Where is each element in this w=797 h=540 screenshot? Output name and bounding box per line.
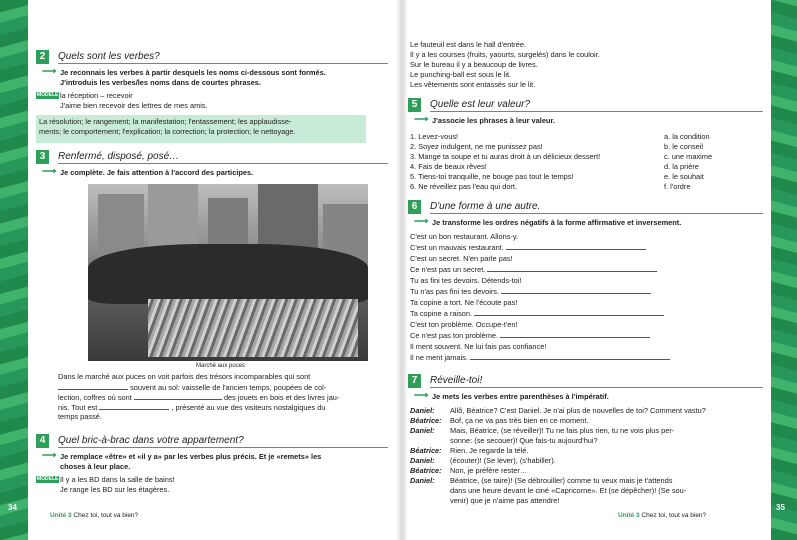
exercise-number: 2 <box>36 50 49 64</box>
exercise-4-header <box>36 434 388 449</box>
exercise-title: Quel bric-à-brac dans votre appartement? <box>58 435 244 446</box>
model-text: Il y a les BD dans la salle de bains! <box>60 475 175 484</box>
dialog-line: Béatrice: Rien. Je regarde la télé. <box>410 446 529 455</box>
text-line: Le punching-ball est sous le lit. <box>410 70 512 79</box>
flea-market-photo <box>88 184 368 361</box>
list-item: 2. Soyez indulgent, ne me punissez pas! <box>410 142 543 151</box>
exercise-number: 6 <box>408 200 421 214</box>
dialog-line: dans une heure devant le ciné «Capricorne». Et (se dépêcher)! (Se sou- <box>450 486 687 495</box>
text-line: Il y a les courses (fruits, yaourts, surgelés) dans le couloir. <box>410 50 600 59</box>
left-page-decorative-edge <box>0 0 28 540</box>
sentence-line: C'est ton problème. Occupe-t'en! <box>410 320 518 329</box>
value-item: e. le souhait <box>664 172 704 181</box>
left-page <box>36 0 388 540</box>
footer-unit: Unité 3 <box>50 512 72 519</box>
page-footer <box>50 512 138 519</box>
word-list-line: La résolution; le rangement; la manifestation; l'entassement; les applaudisse- <box>39 117 292 126</box>
exercise-5-header <box>408 98 763 113</box>
exercise-title: Quels sont les verbes? <box>58 51 160 62</box>
exercise-title: Réveille-toi! <box>430 375 483 386</box>
page-footer <box>618 512 706 519</box>
divider <box>58 447 388 448</box>
dialog-line: venir) que je n'aime pas attendre! <box>450 496 560 505</box>
exercise-title: D'une forme à une autre. <box>430 201 541 212</box>
model-text: Je range les BD sur les étagères. <box>60 485 170 494</box>
sentence-line: C'est un mauvais restaurant. <box>410 242 646 253</box>
sentence-line: C'est un secret. N'en parle pas! <box>410 254 513 263</box>
exercise-6-header <box>408 200 763 215</box>
page-number: 34 <box>8 503 17 512</box>
value-item: b. le conseil <box>664 142 704 151</box>
exercise-instruction: Je complète. Je fais attention à l'accord des participes. <box>60 168 254 177</box>
dialog-line: Daniel: Béatrice, (se taire)! (Se débrouiller) comme tu veux mais je t'attends <box>410 476 673 485</box>
exercise-number: 7 <box>408 374 421 388</box>
list-item: 6. Ne réveillez pas l'eau qui dort. <box>410 182 517 191</box>
sentence-line: Ta copine a raison. <box>410 308 664 319</box>
exercise-number: 5 <box>408 98 421 112</box>
exercise-title: Renfermé, disposé, posé… <box>58 151 180 162</box>
value-item: c. une maxime <box>664 152 713 161</box>
divider <box>58 63 388 64</box>
exercise-instruction: Je mets les verbes entre parenthèses à l'impératif. <box>432 392 609 401</box>
page-number: 35 <box>776 503 785 512</box>
dialog-line: Daniel: Allô, Béatrice? C'est Daniel. Je n'ai plus de nouvelles de toi? Comment vastu? <box>410 406 706 415</box>
arrow-icon: ⟶ <box>42 166 57 177</box>
exercise-3-header <box>36 150 388 165</box>
sentence-line: Ta copine a tort. Ne l'écoute pas! <box>410 298 518 307</box>
paragraph-line: souvent au sol: vaisselle de l'ancien temps, poupées de col- <box>58 382 326 393</box>
word-list-box <box>36 115 366 143</box>
word-list-line: ments; le comportement; l'explication; la correction; la protection; le nettoyage. <box>39 127 296 136</box>
divider <box>430 387 763 388</box>
model-text: la réception – recevoir <box>60 91 133 100</box>
text-line: Les vêtements sont entassés sur le lit. <box>410 80 536 89</box>
arrow-icon: ⟶ <box>414 216 429 227</box>
dialog-line: Daniel: Mais, Béatrice, (se réveiller)! Tu ne fais plus rien, tu ne vois plus per- <box>410 426 675 435</box>
paragraph-line: lection, coffres où sont des jouets en bois et des livres jau- <box>58 393 340 402</box>
dialog-line: Béatrice: Non, je préfère rester… <box>410 466 528 475</box>
list-item: 4. Fais de beaux rêves! <box>410 162 487 171</box>
sentence-line: C'est un bon restaurant. Allons-y. <box>410 232 519 241</box>
value-item: a. la condition <box>664 132 710 141</box>
exercise-number: 3 <box>36 150 49 164</box>
sentence-line: Ce n'est pas un secret. <box>410 264 657 275</box>
exercise-title: Quelle est leur valeur? <box>430 99 531 110</box>
exercise-instruction: Je remplace «être» et «il y a» par les verbes plus précis. Et je «remets» les <box>60 452 322 461</box>
divider <box>430 111 763 112</box>
sentence-line: Il ment souvent. Ne lui fais pas confiance! <box>410 342 547 351</box>
arrow-icon: ⟶ <box>42 66 57 77</box>
arrow-icon: ⟶ <box>414 114 429 125</box>
value-item: d. la prière <box>664 162 699 171</box>
exercise-7-header <box>408 374 763 389</box>
list-item: 1. Levez-vous! <box>410 132 459 141</box>
model-badge: MODÈLE <box>37 476 59 482</box>
divider <box>58 163 388 164</box>
exercise-2-header <box>36 50 388 65</box>
value-item: f. l'ordre <box>664 182 691 191</box>
right-page <box>408 0 763 540</box>
model-badge: MODÈLE <box>37 92 59 98</box>
dialog-line: Daniel: (écouter)! (Se lever), (s'habiller). <box>410 456 556 465</box>
exercise-instruction: choses à leur place. <box>60 462 131 471</box>
text-line: Sur le bureau il y a beaucoup de livres. <box>410 60 538 69</box>
footer-unit: Unité 3 <box>618 512 640 519</box>
exercise-instruction: Je reconnais les verbes à partir desquels les noms ci-dessous sont formés. <box>60 68 326 77</box>
dialog-line: Béatrice: Bof, ça ne va pas très bien en ce moment. <box>410 416 589 425</box>
book-spine <box>396 0 408 540</box>
exercise-number: 4 <box>36 434 49 448</box>
paragraph-line: Dans le marché aux puces on voit parfois des trésors incomparables qui sont <box>58 372 311 381</box>
text-line: Le fauteuil est dans le hall d'entrée. <box>410 40 527 49</box>
exercise-instruction: J'associe les phrases à leur valeur. <box>432 116 555 125</box>
exercise-instruction: J'introduis les verbes/les noms dans de courtes phrases. <box>60 78 261 87</box>
sentence-line: Tu n'as pas fini tes devoirs. <box>410 286 651 297</box>
sentence-line: Ce n'est pas ton problème. <box>410 330 650 341</box>
footer-text: Chez toi, tout va bien? <box>641 512 707 519</box>
model-text: J'aime bien recevoir des lettres de mes amis. <box>60 101 208 110</box>
divider <box>430 213 763 214</box>
list-item: 5. Tiens-toi tranquille, ne bouge pas tout le temps! <box>410 172 574 181</box>
exercise-instruction: Je transforme les ordres négatifs à la forme affirmative et inversement. <box>432 218 682 227</box>
arrow-icon: ⟶ <box>414 390 429 401</box>
arrow-icon: ⟶ <box>42 450 57 461</box>
sentence-line: Tu as fini tes devoirs. Détends-toi! <box>410 276 522 285</box>
dialog-line: sonne: (se secouer)! Que fais-tu aujourd'hui? <box>450 436 598 445</box>
footer-text: Chez toi, tout va bien? <box>73 512 139 519</box>
photo-caption: Marché aux puces <box>196 363 246 369</box>
paragraph-line: temps passé. <box>58 412 102 421</box>
sentence-line: Il ne ment jamais. <box>410 352 670 363</box>
list-item: 3. Mange ta soupe et tu auras droit à un délicieux dessert! <box>410 152 601 161</box>
right-page-decorative-edge <box>771 0 797 540</box>
paragraph-line: nis. Tout est , présenté au vue des visiteurs nostalgiques du <box>58 403 326 412</box>
